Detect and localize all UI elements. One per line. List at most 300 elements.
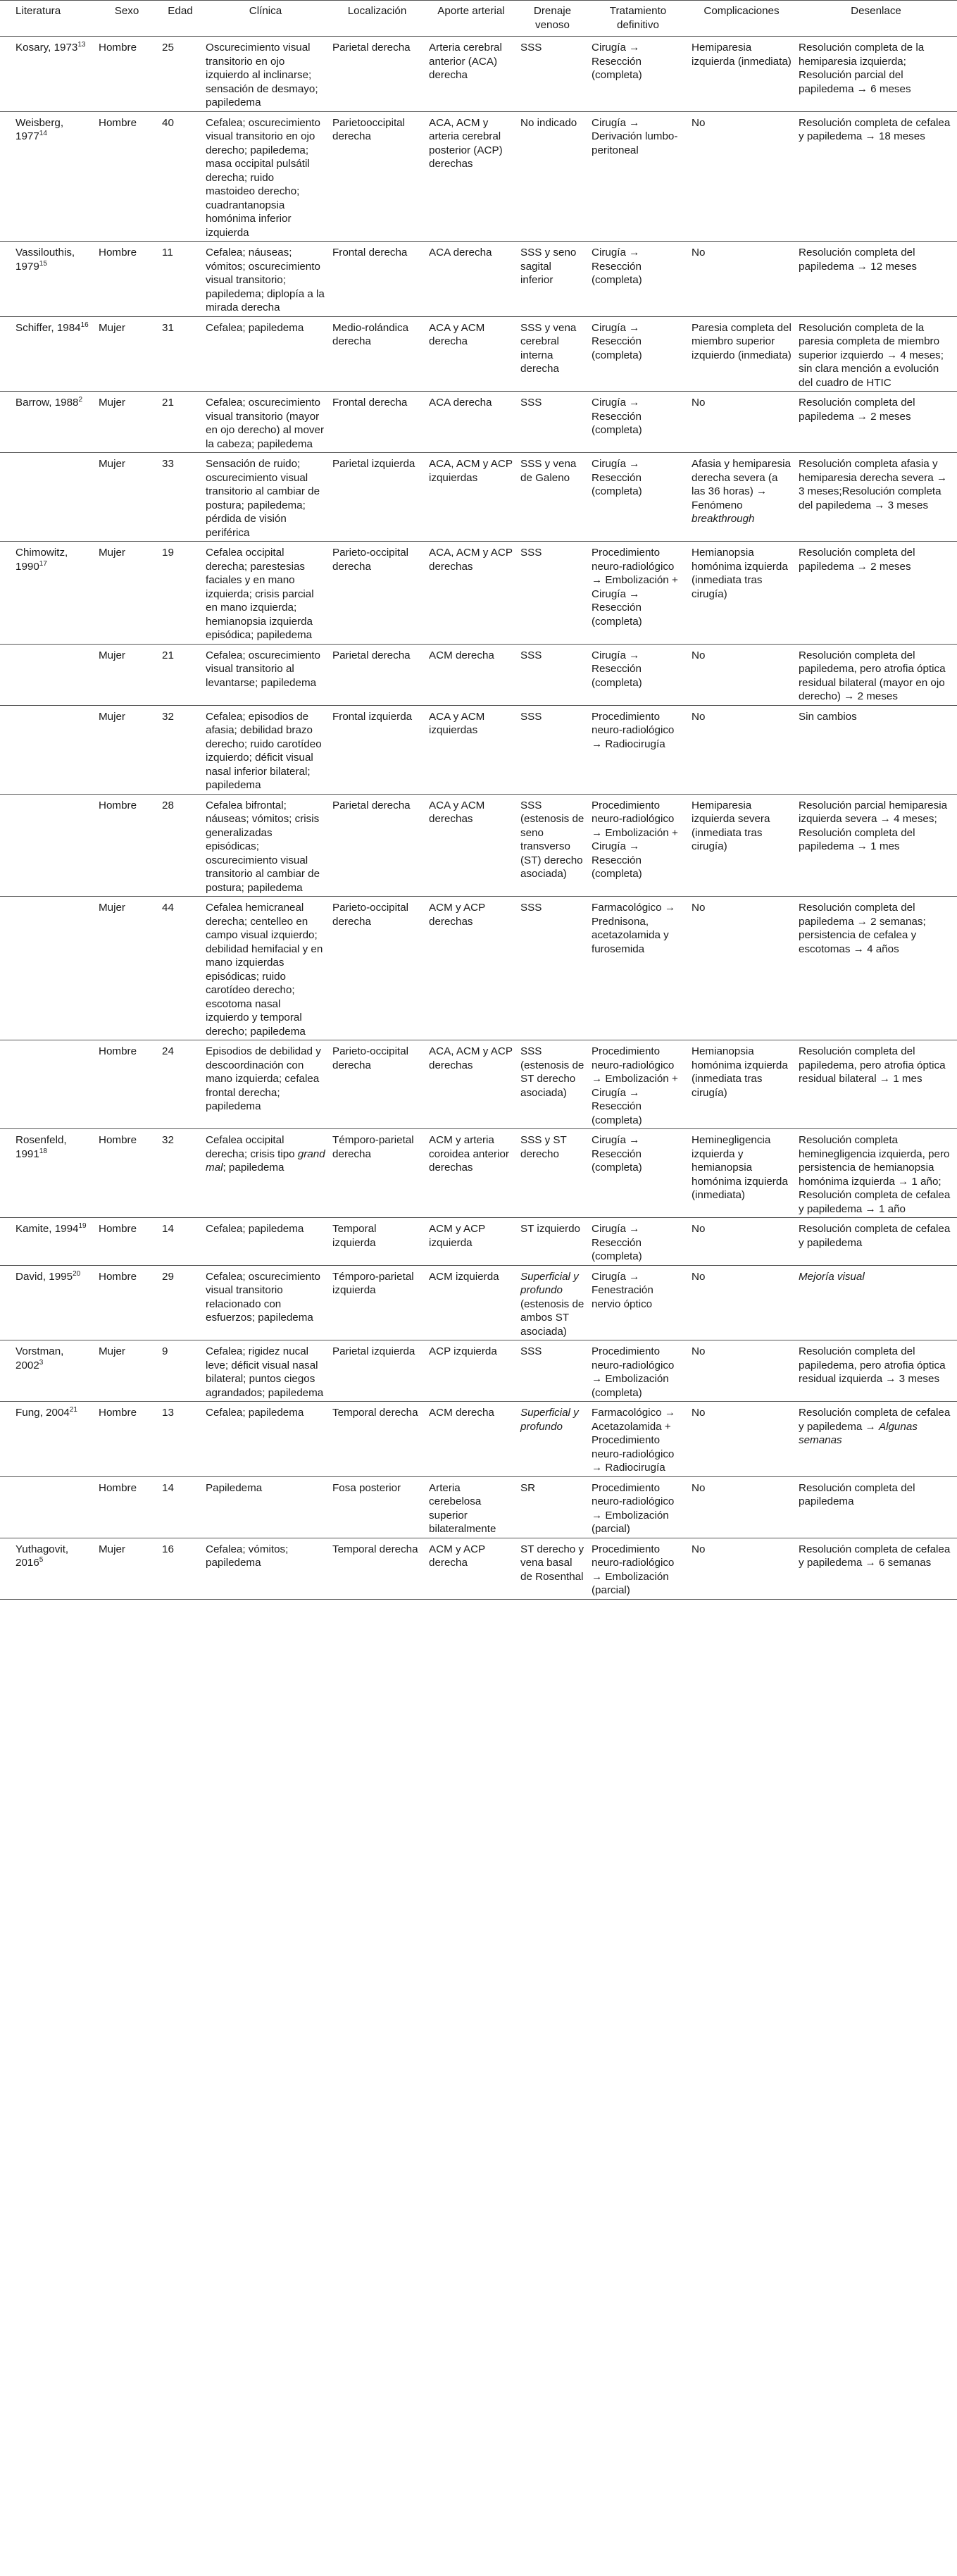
header-aporte-arterial: Aporte arterial: [425, 1, 517, 37]
cell-sexo-text: Mujer: [99, 902, 125, 914]
venoso-italic-text: Superficial y profundo: [520, 1270, 579, 1296]
localizacion-text: Temporal derecha: [332, 1407, 418, 1419]
cell-sexo-text: Hombre: [99, 1407, 137, 1419]
clinica-text: Cefalea; oscurecimiento visual transitorio (mayor en ojo derecho) al mover la cabeza; papiledema: [206, 397, 324, 450]
cell-drenaje-venoso: [517, 794, 588, 897]
cell-localizacion: [329, 705, 425, 794]
cell-complicaciones: [688, 111, 795, 242]
cell-edad-text: 14: [162, 1223, 174, 1235]
cell-localizacion: [329, 897, 425, 1040]
cell-edad-text: 19: [162, 547, 174, 559]
cell-tratamiento: [588, 242, 688, 317]
cell-complicaciones: [688, 897, 795, 1040]
localizacion-text: Frontal izquierda: [332, 710, 413, 723]
complicaciones-text: Hemianopsia homónima izquierda (inmediata tras cirugía): [692, 547, 788, 600]
cell-desenlace: [795, 111, 957, 242]
cell-clinica: [202, 644, 329, 705]
header-localizacion: Localización: [329, 1, 425, 37]
clinica-text: Cefalea; episodios de afasia; debilidad brazo derecho; ruido carotídeo izquierdo; déficit visual nasal inferior bilateral; papiledema: [206, 710, 322, 791]
cell-literatura: [0, 1040, 95, 1129]
cell-sexo: [95, 1402, 158, 1477]
cell-localizacion: [329, 242, 425, 317]
cell-complicaciones: [688, 644, 795, 705]
cell-literatura: [0, 37, 95, 112]
clinica-text: Cefalea; oscurecimiento visual transitorio relacionado con esfuerzos; papiledema: [206, 1270, 320, 1324]
cell-clinica: [202, 794, 329, 897]
table-row: [0, 897, 957, 1040]
venoso-text: SSS: [520, 649, 542, 661]
cell-aporte-arterial: [425, 644, 517, 705]
venoso-text: SSS y seno sagital inferior: [520, 247, 577, 286]
desenlace-text: Resolución completa heminegligencia izquierda, pero persistencia de hemianopsia homónima izquierda → 1 año; Resolución completa de cefalea y papiledema → 1 año: [799, 1134, 951, 1215]
desenlace-text: Sin cambios: [799, 710, 857, 723]
cell-localizacion: [329, 392, 425, 453]
venoso-text: SSS (estenosis de ST derecho asociada): [520, 1045, 584, 1099]
table-row: [0, 242, 957, 317]
cell-tratamiento: [588, 1218, 688, 1266]
cell-complicaciones: [688, 1402, 795, 1477]
cell-desenlace: [795, 1402, 957, 1477]
complicaciones-text: Hemiparesia izquierda severa (inmediata tras cirugía): [692, 799, 770, 852]
cell-tratamiento: [588, 897, 688, 1040]
venoso-text: SSS: [520, 397, 542, 409]
localizacion-text: Parietal izquierda: [332, 458, 415, 470]
cell-complicaciones: [688, 1040, 795, 1129]
cell-edad-text: 11: [162, 247, 173, 259]
cell-sexo: [95, 1265, 158, 1340]
table-row: [0, 1476, 957, 1538]
cell-localizacion: [329, 1340, 425, 1402]
cell-complicaciones: [688, 1218, 795, 1266]
cell-complicaciones: [688, 1538, 795, 1599]
cell-clinica: [202, 453, 329, 542]
table-row: [0, 1040, 957, 1129]
cell-complicaciones: [688, 794, 795, 897]
cell-edad-text: 13: [162, 1407, 174, 1419]
cell-edad-text: 14: [162, 1481, 174, 1494]
cell-sexo: [95, 1040, 158, 1129]
arterial-text: ACM y ACP derecha: [429, 1543, 485, 1569]
cell-edad: [158, 1476, 202, 1538]
cell-complicaciones: [688, 1129, 795, 1218]
cell-sexo: [95, 705, 158, 794]
cell-sexo-text: Hombre: [99, 1045, 137, 1057]
cell-edad: [158, 1040, 202, 1129]
cell-desenlace: [795, 1040, 957, 1129]
cell-edad-text: 25: [162, 42, 174, 54]
cell-sexo-text: Mujer: [99, 547, 125, 559]
cell-complicaciones: [688, 316, 795, 392]
cell-desenlace: [795, 644, 957, 705]
cell-literatura: [0, 1476, 95, 1538]
table-row: [0, 542, 957, 645]
complicaciones-text: No: [692, 649, 706, 661]
cell-edad-text: 33: [162, 458, 174, 470]
table-header: [0, 1, 957, 37]
cell-drenaje-venoso: [517, 242, 588, 317]
cell-sexo: [95, 316, 158, 392]
localizacion-text: Parietal derecha: [332, 42, 411, 54]
desenlace-text: Resolución completa del papiledema → 12 meses: [799, 247, 917, 273]
cell-tratamiento: [588, 542, 688, 645]
arterial-text: ACA y ACM derechas: [429, 799, 485, 825]
clinica-text: Cefalea; vómitos; papiledema: [206, 1543, 289, 1569]
complicaciones-text: No: [692, 902, 706, 914]
cell-localizacion: [329, 37, 425, 112]
cell-sexo: [95, 1129, 158, 1218]
clinica-text: Papiledema: [206, 1481, 263, 1494]
table-row: [0, 705, 957, 794]
table-row: [0, 453, 957, 542]
cell-clinica: [202, 542, 329, 645]
cell-edad-text: 21: [162, 649, 174, 661]
cell-literatura: [0, 392, 95, 453]
cell-localizacion: [329, 316, 425, 392]
clinica-italic-text: grand mal: [206, 1147, 325, 1174]
reference-number: 17: [39, 559, 47, 568]
cell-literatura: [0, 111, 95, 242]
cell-sexo-text: Hombre: [99, 1134, 137, 1146]
complicaciones-text: No: [692, 247, 706, 259]
clinica-text: Cefalea; náuseas; vómitos; oscurecimiento visual transitorio; papiledema; diplopía a la mirada derecha: [206, 247, 325, 313]
header-desenlace: Desenlace: [795, 1, 957, 37]
cell-edad: [158, 644, 202, 705]
cell-drenaje-venoso: [517, 392, 588, 453]
cell-tratamiento: [588, 1340, 688, 1402]
complicaciones-text: Heminegligencia izquierda y hemianopsia homónima izquierda (inmediata): [692, 1134, 788, 1201]
table-row: [0, 1129, 957, 1218]
reference-author: Kamite, 1994: [15, 1223, 79, 1235]
cell-tratamiento: [588, 794, 688, 897]
cell-clinica: [202, 1129, 329, 1218]
localizacion-text: Temporal derecha: [332, 1543, 418, 1555]
cell-desenlace: [795, 705, 957, 794]
arterial-text: ACA, ACM y ACP izquierdas: [429, 458, 513, 484]
venoso-text: SSS: [520, 710, 542, 723]
arterial-text: ACA, ACM y arteria cerebral posterior (ACP) derechas: [429, 116, 503, 170]
clinica-text: Cefalea; oscurecimiento visual transitorio en ojo derecho; papiledema; masa occipital pulsátil derecha; ruido mastoideo derecho; cuadrantanopsia homónima inferior izquierda: [206, 116, 320, 239]
clinica-text: Cefalea; rigidez nucal leve; déficit visual nasal bilateral; puntos ciegos agrandados; papiledema: [206, 1345, 324, 1399]
cell-aporte-arterial: [425, 392, 517, 453]
tratamiento-text: Procedimiento neuro-radiológico → Embolización (completa): [592, 1345, 675, 1399]
cell-desenlace: [795, 392, 957, 453]
cell-complicaciones: [688, 1340, 795, 1402]
cell-drenaje-venoso: [517, 316, 588, 392]
cell-desenlace: [795, 897, 957, 1040]
clinica-text: Cefalea bifrontal; náuseas; vómitos; crisis generalizadas episódicas; oscurecimiento visual transitorio al cambiar de postura; papiledema: [206, 799, 320, 894]
cell-edad: [158, 242, 202, 317]
header-edad: Edad: [158, 1, 202, 37]
cell-tratamiento: [588, 705, 688, 794]
cell-edad: [158, 1218, 202, 1266]
table-row: [0, 37, 957, 112]
cell-tratamiento: [588, 37, 688, 112]
cell-aporte-arterial: [425, 1129, 517, 1218]
cell-literatura: [0, 1340, 95, 1402]
desenlace-text: Resolución completa del papiledema → 2 semanas; persistencia de cefalea y escotomas → 4 años: [799, 902, 926, 955]
arterial-text: ACA derecha: [429, 247, 492, 259]
cell-drenaje-venoso: [517, 1476, 588, 1538]
cell-sexo: [95, 392, 158, 453]
complicaciones-text: No: [692, 1270, 706, 1283]
reference-author: Rosenfeld, 1991: [15, 1134, 67, 1160]
table-row: [0, 1402, 957, 1477]
complicaciones-text: No: [692, 710, 706, 723]
cell-clinica: [202, 111, 329, 242]
localizacion-text: Frontal derecha: [332, 247, 408, 259]
tratamiento-text: Cirugía → Resección (completa): [592, 1223, 642, 1262]
cell-desenlace: [795, 316, 957, 392]
cell-edad: [158, 705, 202, 794]
cell-aporte-arterial: [425, 1265, 517, 1340]
reference-number: 13: [77, 40, 86, 49]
tratamiento-text: Procedimiento neuro-radiológico → Embolización + Cirugía → Resección (completa): [592, 547, 678, 628]
tratamiento-text: Procedimiento neuro-radiológico → Embolización + Cirugía → Resección (completa): [592, 799, 678, 880]
venoso-text: SSS y vena de Galeno: [520, 458, 577, 484]
cell-localizacion: [329, 644, 425, 705]
header-clinica: Clínica: [202, 1, 329, 37]
cell-clinica: [202, 37, 329, 112]
cell-sexo: [95, 897, 158, 1040]
reference-number: 5: [39, 1555, 44, 1564]
cell-complicaciones: [688, 542, 795, 645]
clinica-text: Episodios de debilidad y descoordinación con mano izquierda; cefalea frontal derecha; papiledema: [206, 1045, 321, 1112]
cell-localizacion: [329, 1218, 425, 1266]
reference-number: 2: [78, 395, 83, 404]
cell-sexo: [95, 1476, 158, 1538]
cell-edad: [158, 1265, 202, 1340]
venoso-text: (estenosis de ambos ST asociada): [520, 1298, 584, 1338]
desenlace-italic-text: Mejoría visual: [799, 1270, 865, 1283]
cell-literatura: [0, 242, 95, 317]
cell-drenaje-venoso: [517, 453, 588, 542]
tratamiento-text: Cirugía → Derivación lumbo-peritoneal: [592, 116, 678, 156]
localizacion-text: Parietal derecha: [332, 799, 411, 811]
cell-aporte-arterial: [425, 1538, 517, 1599]
cell-clinica: [202, 1538, 329, 1599]
desenlace-text: Resolución completa del papiledema, pero atrofia óptica residual izquierda → 3 meses: [799, 1345, 946, 1385]
cell-complicaciones: [688, 705, 795, 794]
cell-edad: [158, 1129, 202, 1218]
desenlace-text: Resolución completa de la paresia completa de miembro superior izquierdo → 4 meses; sin clara mención a evolución del cuadro de HTIC: [799, 321, 944, 389]
cell-desenlace: [795, 37, 957, 112]
cell-aporte-arterial: [425, 242, 517, 317]
cell-tratamiento: [588, 453, 688, 542]
clinica-text: Cefalea occipital derecha; crisis tipo: [206, 1134, 295, 1160]
clinica-text: Oscurecimiento visual transitorio en ojo izquierdo al inclinarse; sensación de desmayo; papiledema: [206, 42, 318, 108]
tratamiento-text: Cirugía → Resección (completa): [592, 247, 642, 286]
clinica-text: Cefalea; papiledema: [206, 321, 304, 334]
desenlace-text: Resolución parcial hemiparesia izquierda severa → 4 meses; Resolución completa del papiledema → 1 mes: [799, 799, 948, 852]
cell-sexo-text: Mujer: [99, 1345, 125, 1357]
cell-drenaje-venoso: [517, 1538, 588, 1599]
cell-literatura: [0, 1538, 95, 1599]
cell-localizacion: [329, 453, 425, 542]
venoso-text: ST izquierdo: [520, 1223, 580, 1235]
cell-literatura: [0, 1218, 95, 1266]
cell-literatura: [0, 1129, 95, 1218]
cell-edad-text: 16: [162, 1543, 174, 1555]
desenlace-text: Resolución completa del papiledema: [799, 1481, 915, 1507]
cell-drenaje-venoso: [517, 542, 588, 645]
cell-edad-text: 44: [162, 902, 174, 914]
cell-aporte-arterial: [425, 1402, 517, 1477]
localizacion-text: Parietooccipital derecha: [332, 116, 405, 142]
cell-aporte-arterial: [425, 1340, 517, 1402]
cell-drenaje-venoso: [517, 705, 588, 794]
cell-localizacion: [329, 1265, 425, 1340]
cell-clinica: [202, 1476, 329, 1538]
reference-number: 21: [69, 1405, 77, 1414]
complicaciones-text: No: [692, 1481, 706, 1494]
table-row: [0, 1538, 957, 1599]
complicaciones-text: No: [692, 1407, 706, 1419]
desenlace-italic-text: Algunas semanas: [799, 1420, 918, 1446]
venoso-text: SSS: [520, 42, 542, 54]
reference-number: 18: [39, 1147, 47, 1155]
arterial-text: ACA, ACM y ACP derechas: [429, 1045, 513, 1071]
cell-tratamiento: [588, 1040, 688, 1129]
cell-edad: [158, 1402, 202, 1477]
cell-localizacion: [329, 1538, 425, 1599]
arterial-text: Arteria cerebral anterior (ACA) derecha: [429, 42, 502, 81]
desenlace-text: Resolución completa de cefalea y papiledema: [799, 1223, 951, 1249]
venoso-italic-text: Superficial y profundo: [520, 1407, 579, 1433]
reference-author: Schiffer, 1984: [15, 321, 81, 334]
cell-drenaje-venoso: [517, 1040, 588, 1129]
cell-edad: [158, 897, 202, 1040]
cell-tratamiento: [588, 1402, 688, 1477]
cell-sexo-text: Hombre: [99, 116, 137, 129]
cell-aporte-arterial: [425, 542, 517, 645]
tratamiento-text: Procedimiento neuro-radiológico → Embolización + Cirugía → Resección (completa): [592, 1045, 678, 1126]
desenlace-text: Resolución completa de cefalea y papiledema →: [799, 1407, 951, 1433]
cell-edad: [158, 111, 202, 242]
venoso-text: SSS y ST derecho: [520, 1134, 567, 1160]
reference-number: 16: [80, 321, 89, 329]
cell-literatura: [0, 897, 95, 1040]
cell-desenlace: [795, 542, 957, 645]
tratamiento-text: Procedimiento neuro-radiológico → Radiocirugía: [592, 710, 675, 750]
cell-complicaciones: [688, 1476, 795, 1538]
cell-edad-text: 31: [162, 321, 174, 334]
localizacion-text: Parieto-occipital derecha: [332, 547, 409, 573]
complicaciones-text: Paresia completa del miembro superior izquierdo (inmediata): [692, 321, 792, 361]
desenlace-text: Resolución completa de la hemiparesia izquierda; Resolución parcial del papiledema → 6 meses: [799, 42, 925, 95]
complicaciones-text: No: [692, 1543, 706, 1555]
arterial-text: ACM y ACP derechas: [429, 902, 485, 928]
clinica-text: Cefalea occipital derecha; parestesias faciales y en mano izquierda; crisis parcial en mano izquierda; hemianopsia izquierda episódica; papiledema: [206, 547, 314, 641]
localizacion-text: Parietal izquierda: [332, 1345, 415, 1357]
cell-aporte-arterial: [425, 37, 517, 112]
cell-literatura: [0, 794, 95, 897]
cell-edad-text: 9: [162, 1345, 168, 1357]
cell-tratamiento: [588, 1129, 688, 1218]
desenlace-text: Resolución completa de cefalea y papiledema → 18 meses: [799, 116, 951, 142]
tratamiento-text: Cirugía → Resección (completa): [592, 321, 642, 361]
cell-sexo: [95, 1340, 158, 1402]
venoso-text: SSS: [520, 547, 542, 559]
arterial-text: ACP izquierda: [429, 1345, 497, 1357]
header-drenaje-venoso: Drenaje venoso: [517, 1, 588, 37]
cell-drenaje-venoso: [517, 1340, 588, 1402]
table-row: [0, 392, 957, 453]
table-row: [0, 1340, 957, 1402]
cell-edad: [158, 1538, 202, 1599]
cell-clinica: [202, 1340, 329, 1402]
cell-literatura: [0, 1402, 95, 1477]
cell-desenlace: [795, 242, 957, 317]
cell-sexo-text: Mujer: [99, 710, 125, 723]
arterial-text: ACM izquierda: [429, 1270, 499, 1283]
cell-aporte-arterial: [425, 794, 517, 897]
cell-desenlace: [795, 1476, 957, 1538]
cell-sexo: [95, 644, 158, 705]
reference-author: Vorstman, 2002: [15, 1345, 64, 1371]
cell-sexo: [95, 794, 158, 897]
venoso-text: SSS (estenosis de seno transverso (ST) derecho asociada): [520, 799, 584, 880]
cell-literatura: [0, 542, 95, 645]
reference-number: 19: [78, 1221, 87, 1230]
cell-edad-text: 32: [162, 1134, 174, 1146]
cell-clinica: [202, 1040, 329, 1129]
tratamiento-text: Cirugía → Resección (completa): [592, 458, 642, 497]
cell-tratamiento: [588, 1538, 688, 1599]
arterial-text: ACA, ACM y ACP derechas: [429, 547, 513, 573]
header-literatura: Literatura: [0, 1, 95, 37]
cell-sexo: [95, 111, 158, 242]
cell-localizacion: [329, 1129, 425, 1218]
desenlace-text: Resolución completa de cefalea y papiledema → 6 semanas: [799, 1543, 951, 1569]
cell-desenlace: [795, 1129, 957, 1218]
cell-complicaciones: [688, 1265, 795, 1340]
clinica-text: Cefalea hemicraneal derecha; centelleo en campo visual izquierdo; debilidad hemifacial y en mano izquierdas episódicas; ruido carotídeo derecho; escotoma nasal izquierdo y temporal derecho; papiledema: [206, 902, 323, 1038]
table-row: [0, 316, 957, 392]
cell-sexo-text: Hombre: [99, 1481, 137, 1494]
cell-complicaciones: [688, 242, 795, 317]
localizacion-text: Parieto-occipital derecha: [332, 1045, 409, 1071]
cell-edad: [158, 1340, 202, 1402]
complicaciones-italic-text: breakthrough: [692, 513, 755, 525]
cell-aporte-arterial: [425, 111, 517, 242]
cell-edad: [158, 37, 202, 112]
header-sexo: Sexo: [95, 1, 158, 37]
reference-author: Kosary, 1973: [15, 42, 78, 54]
venoso-text: ST derecho y vena basal de Rosenthal: [520, 1543, 584, 1583]
cell-localizacion: [329, 1040, 425, 1129]
cell-literatura: [0, 453, 95, 542]
reference-author: Vassilouthis, 1979: [15, 247, 75, 273]
tratamiento-text: Cirugía → Resección (completa): [592, 42, 642, 81]
clinica-text-end: ; papiledema: [223, 1162, 284, 1174]
header-tratamiento: Tratamiento definitivo: [588, 1, 688, 37]
clinica-text: Cefalea; oscurecimiento visual transitorio al levantarse; papiledema: [206, 649, 320, 689]
venoso-text: SSS y vena cerebral interna derecha: [520, 321, 577, 375]
cell-localizacion: [329, 794, 425, 897]
arterial-text: ACA y ACM derecha: [429, 321, 485, 347]
cell-drenaje-venoso: [517, 1402, 588, 1477]
cell-drenaje-venoso: [517, 37, 588, 112]
localizacion-text: Temporal izquierda: [332, 1223, 377, 1249]
cell-aporte-arterial: [425, 705, 517, 794]
venoso-text: No indicado: [520, 116, 577, 129]
header-row: [0, 1, 957, 37]
table-row: [0, 1265, 957, 1340]
cell-sexo-text: Mujer: [99, 397, 125, 409]
arterial-text: ACM derecha: [429, 1407, 494, 1419]
arterial-text: Arteria cerebelosa superior bilateralmente: [429, 1481, 496, 1535]
tratamiento-text: Farmacológico → Prednisona, acetazolamida y furosemida: [592, 902, 676, 955]
